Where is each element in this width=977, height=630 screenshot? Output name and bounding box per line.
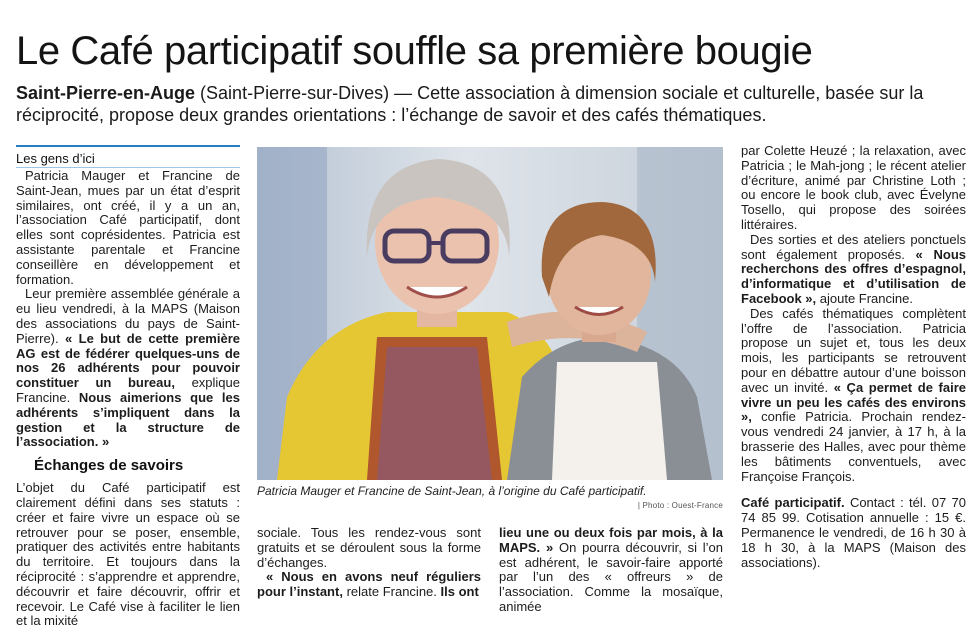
rubric-rule xyxy=(16,145,240,147)
article-photo xyxy=(257,147,723,480)
column-1 xyxy=(16,169,240,629)
text-run: relate Francine. xyxy=(342,584,441,600)
lede xyxy=(16,82,966,126)
text-run: ajoute Francine. xyxy=(816,290,913,306)
text-run: Des sorties et des ateliers ponctuels sont également proposés. xyxy=(741,231,966,262)
photo-caption: Patricia Mauger et Francine de Saint-Jean, à l’origine du Café participatif. xyxy=(257,484,647,498)
column-2 xyxy=(257,526,481,600)
quote: Nous aimerions que les adhérents s’impliquent dans la gestion et la structure de l’association. » xyxy=(16,389,240,450)
quote: « Nous en avons neuf réguliers pour l’instant, xyxy=(257,569,481,600)
paragraph: Patricia Mauger et Francine de Saint-Jean, mues par un état d’esprit similaires, ont créé, il y a un an, l’association Café participatif, dont elles sont coprésidentes. Patricia est assistante parentale et Francine conseillère en développement et formation. xyxy=(16,168,240,287)
paragraph: L’objet du Café participatif est clairement défini dans ses statuts : créer et faire vivre un espace où se retrouver pour se poser, ensemble, pratiquer des activités entre habitants du territoire. Et toujours dans la réciprocité : s’apprendre et apprendre, découvrir et faire découvrir, offrir et recevoir. Le Café vise à faciliter le lien et la mixité xyxy=(16,480,240,629)
paragraph xyxy=(741,233,966,307)
quote: « Le but de cette première AG est de fédérer quelques-uns de nos 26 adhérents pour pouvoir constituer un bureau, xyxy=(16,330,240,391)
lede-text: (Saint-Pierre-sur-Dives) — Cette association à dimension sociale et culturelle, basée sur la réciprocité, propose deux grandes orientations : l’échange de savoir et des cafés thématiques. xyxy=(16,83,924,125)
text-run: On pourra découvrir, si l’on est adhérent, le savoir-faire apporté par l’un des « offreurs » de l’association. Comme la mosaïque, animée xyxy=(499,539,723,614)
paragraph xyxy=(741,307,966,485)
text-run: Leur première assemblée générale a eu lieu vendredi, à la MAPS (Maison des associations du pays de Saint-Pierre). xyxy=(16,286,240,346)
photo-illustration xyxy=(257,147,723,480)
quote: « Ça permet de faire vivre un peu les cafés des environs », xyxy=(741,379,966,425)
rubric-label: Les gens d’ici xyxy=(16,151,95,166)
text-run: explique Francine. xyxy=(16,375,240,405)
paragraph xyxy=(499,526,723,615)
lede-place: Saint-Pierre-en-Auge xyxy=(16,83,196,103)
paragraph xyxy=(257,570,481,600)
quote: Ils ont xyxy=(440,584,479,600)
headline: Le Café participatif souffle sa première bougie xyxy=(16,29,813,73)
subheading: Échanges de savoirs xyxy=(34,457,184,475)
paragraph: par Colette Heuzé ; la relaxation, avec Patricia ; le Mah-jong ; le récent atelier d’écriture, animé par Christine Loth ; ou encore le book club, avec Évelyne Tosello, qui propose des soirées littéraires. xyxy=(741,143,966,232)
contact-label: Café participatif. xyxy=(741,495,845,511)
paragraph xyxy=(16,287,240,450)
quote: lieu une ou deux fois par mois, à la MAPS. » xyxy=(499,525,723,555)
paragraph: sociale. Tous les rendez-vous sont gratuits et se déroulent sous la forme d’échanges. xyxy=(257,525,481,570)
column-3 xyxy=(499,526,723,615)
column-4 xyxy=(741,144,966,570)
contact-text: Contact : tél. 07 70 74 85 99. Cotisation annuelle : 15 €. Permanence le vendredi, de 16 h 30 à 18 h 30, à la MAPS (Maison des associations). xyxy=(741,495,966,570)
quote: « Nous recherchons des offres d’espagnol, d’informatique et d’utilisation de Facebook », xyxy=(741,246,966,306)
text-run: confie Patricia. Prochain rendez-vous vendredi 24 janvier, à 17 h, à la brasserie des Halles, avec pour thème les bâtiments conventuels, avec Françoise François. xyxy=(741,409,966,484)
contact-paragraph xyxy=(741,496,966,570)
text-run: Des cafés thématiques complètent l’offre de l’association. Patricia propose un sujet et, tous les deux mois, les participants se retrouvent pour en débattre autour d’une boisson avec un invité. xyxy=(741,305,966,395)
photo-credit: | Photo : Ouest-France xyxy=(637,501,723,510)
